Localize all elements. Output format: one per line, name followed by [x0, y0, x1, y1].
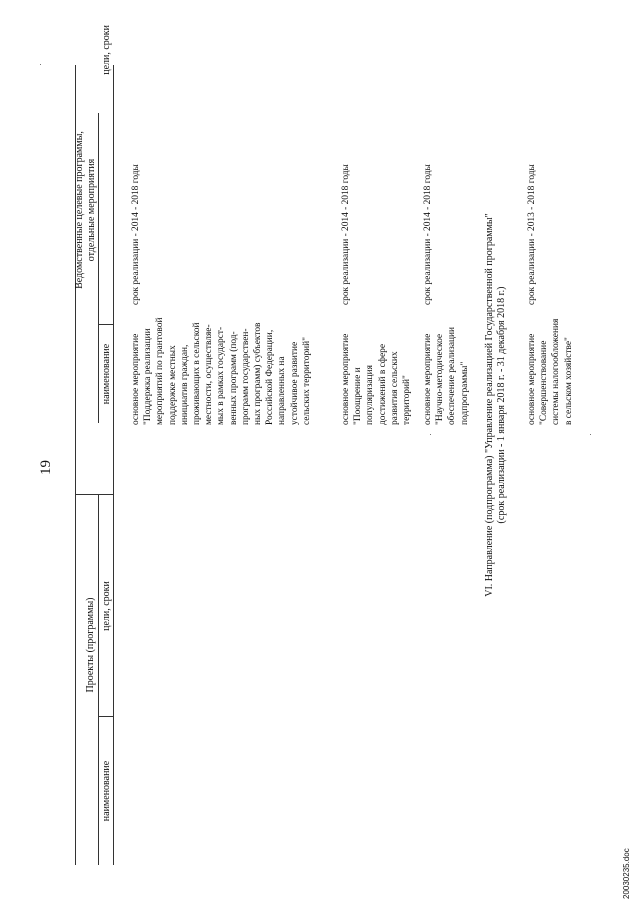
section-title-line1: VI. Направление (подпрограмма) "Управление реализацией Государственной программы" — [484, 213, 495, 597]
row-3-term: срок реализации - 2014 - 2018 годы — [423, 164, 433, 305]
projects-name-header: наименование — [101, 760, 112, 822]
file-name-footer: 20030235.doc — [622, 848, 631, 899]
programs-name-header: наименование — [101, 343, 112, 405]
text-line: ных программ) субъектов — [253, 322, 264, 425]
text-line: достижений в сфере — [377, 343, 388, 425]
text-line: территорий" — [402, 375, 413, 425]
text-line: системы налогообложения — [551, 318, 562, 425]
text-line: направленных на — [277, 356, 288, 425]
projects-group-header: Проекты (программы) — [85, 597, 96, 693]
programs-group-header-line2: отдельные мероприятия — [86, 158, 97, 262]
text-line: проживающих в сельской — [192, 322, 203, 425]
text-line: "Научно-методическое — [435, 333, 446, 425]
text-line: инициатив граждан, — [179, 344, 190, 425]
text-line: в сельском хозяйстве" — [563, 337, 574, 425]
projects-header-divider — [98, 495, 99, 865]
text-line: обеспечение реализации — [447, 326, 458, 425]
header-bottom-border — [113, 65, 114, 865]
section-title-line2: (срок реализации - 1 января 2018 г. - 31 декабря 2018 г.) — [496, 286, 507, 524]
text-line: мероприятий по грантовой — [155, 317, 166, 425]
text-line: подпрограммы" — [459, 361, 470, 425]
programs-group-header-line1: Ведомственные целевые программы, — [74, 131, 85, 289]
scan-speck — [430, 434, 431, 435]
text-line: мых в рамках государст- — [216, 326, 227, 425]
section-row-1-term: срок реализации - 2013 - 2018 годы — [527, 164, 537, 305]
text-line: "Совершенствование — [539, 340, 550, 425]
row-1-name — [130, 210, 313, 425]
scan-speck — [590, 434, 591, 435]
text-line: поддержке местных — [167, 345, 178, 425]
text-line: развития сельских — [389, 351, 400, 425]
text-line: устойчивое развитие — [289, 341, 300, 425]
projects-goals-header: цели, сроки — [101, 581, 112, 631]
programs-header-divider — [98, 113, 99, 423]
programs-goals-header: цели, сроки — [101, 25, 112, 75]
text-line: местности, осуществляе- — [204, 324, 215, 425]
row-2-term: срок реализации - 2014 - 2018 годы — [341, 164, 351, 305]
page-number: 19 — [38, 460, 54, 475]
text-line: основное мероприятие — [423, 333, 433, 425]
text-line: популяризация — [365, 365, 376, 425]
scan-speck — [40, 64, 41, 65]
text-line: "Поддержка реализации — [143, 328, 154, 425]
text-line: основное мероприятие — [131, 333, 141, 425]
row-1-term: срок реализации - 2014 - 2018 годы — [131, 164, 141, 305]
text-line: венных программ (под- — [228, 331, 239, 425]
text-line: основное мероприятие — [527, 333, 537, 425]
text-line: сельских территорий" — [301, 336, 312, 425]
text-line: программ государствен- — [240, 328, 251, 425]
text-line: "Поощрение и — [353, 367, 364, 425]
text-line: основное мероприятие — [341, 333, 351, 425]
text-line: Российской Федерации, — [265, 329, 276, 425]
